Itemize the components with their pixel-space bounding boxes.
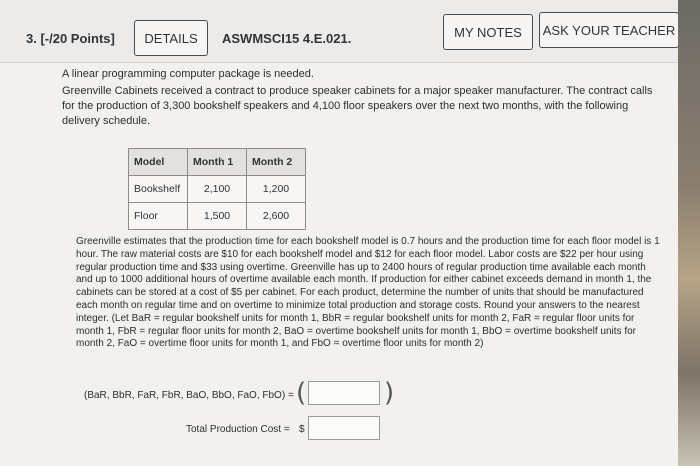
details-button[interactable]: DETAILS [134, 20, 208, 56]
table-cell: 2,100 [188, 176, 247, 203]
delivery-schedule-table [128, 148, 306, 230]
intro-text: A linear programming computer package is needed. [62, 68, 314, 80]
left-paren: ( [296, 378, 307, 408]
right-paren: ) [384, 378, 395, 408]
dollar-sign: $ [299, 424, 305, 435]
table-header-cell: Model [129, 149, 188, 176]
table-cell-model: Floor [129, 203, 188, 230]
table-cell: 1,200 [247, 176, 306, 203]
ask-teacher-button[interactable]: ASK YOUR TEACHER [539, 12, 679, 48]
problem-paragraph-1: Greenville Cabinets received a contract to produce speaker cabinets for a major speaker manufacturer. The contract calls for the production of 3,300 bookshelf speakers and 4,100 floor speakers over the next two months, with the following delivery schedule. [62, 85, 653, 127]
my-notes-button[interactable]: MY NOTES [443, 14, 533, 50]
table-header-cell: Month 2 [247, 149, 306, 176]
question-header [0, 0, 678, 63]
table-header-row [129, 149, 306, 176]
table-cell: 2,600 [247, 203, 306, 230]
table-header-cell: Month 1 [188, 149, 247, 176]
background-strip [678, 0, 700, 466]
table-cell: 1,500 [188, 203, 247, 230]
question-code: ASWMSCI15 4.E.021. [222, 31, 352, 46]
problem-paragraph-2: Greenville estimates that the production time for each bookshelf model is 0.7 hours and the production time for each floor model is 1 hour. The raw material costs are $10 for each bookshelf model and $12 for each floor model. Labor costs are $22 per hour using regular production time and $33 using overtime. Greenville has up to 2400 hours of regular production time available each month and up to 1000 additional hours of overtime available each month. If production for either cabinet exceeds demand in month 1, the cabinets can be stored at a cost of $5 per cabinet. For each product, determine the number of units that should be manufactured each month on regular time and on overtime to minimize total production and storage costs. Round your answers to the nearest integer. (Let BaR = regular bookshelf units for month 1, BbR = regular bookshelf units for month 2, FaR = regular floor units for month 1, FbR = regular floor units for month 2, BaO = overtime bookshelf units for month 1, BbO = overtime bookshelf units for month 2, FaO = overtime floor units for month 1, and FbO = overtime floor units for month 2) [76, 236, 660, 350]
table-cell-model: Bookshelf [129, 176, 188, 203]
total-cost-input[interactable] [308, 416, 380, 440]
table-row [129, 176, 306, 203]
vector-answer-label: (BaR, BbR, FaR, FbR, BaO, BbO, FaO, FbO) = [84, 390, 294, 401]
total-cost-label: Total Production Cost = [186, 424, 290, 435]
table-row [129, 203, 306, 230]
vector-answer-input[interactable] [308, 381, 380, 405]
question-number: 3. [-/20 Points] [26, 31, 115, 46]
